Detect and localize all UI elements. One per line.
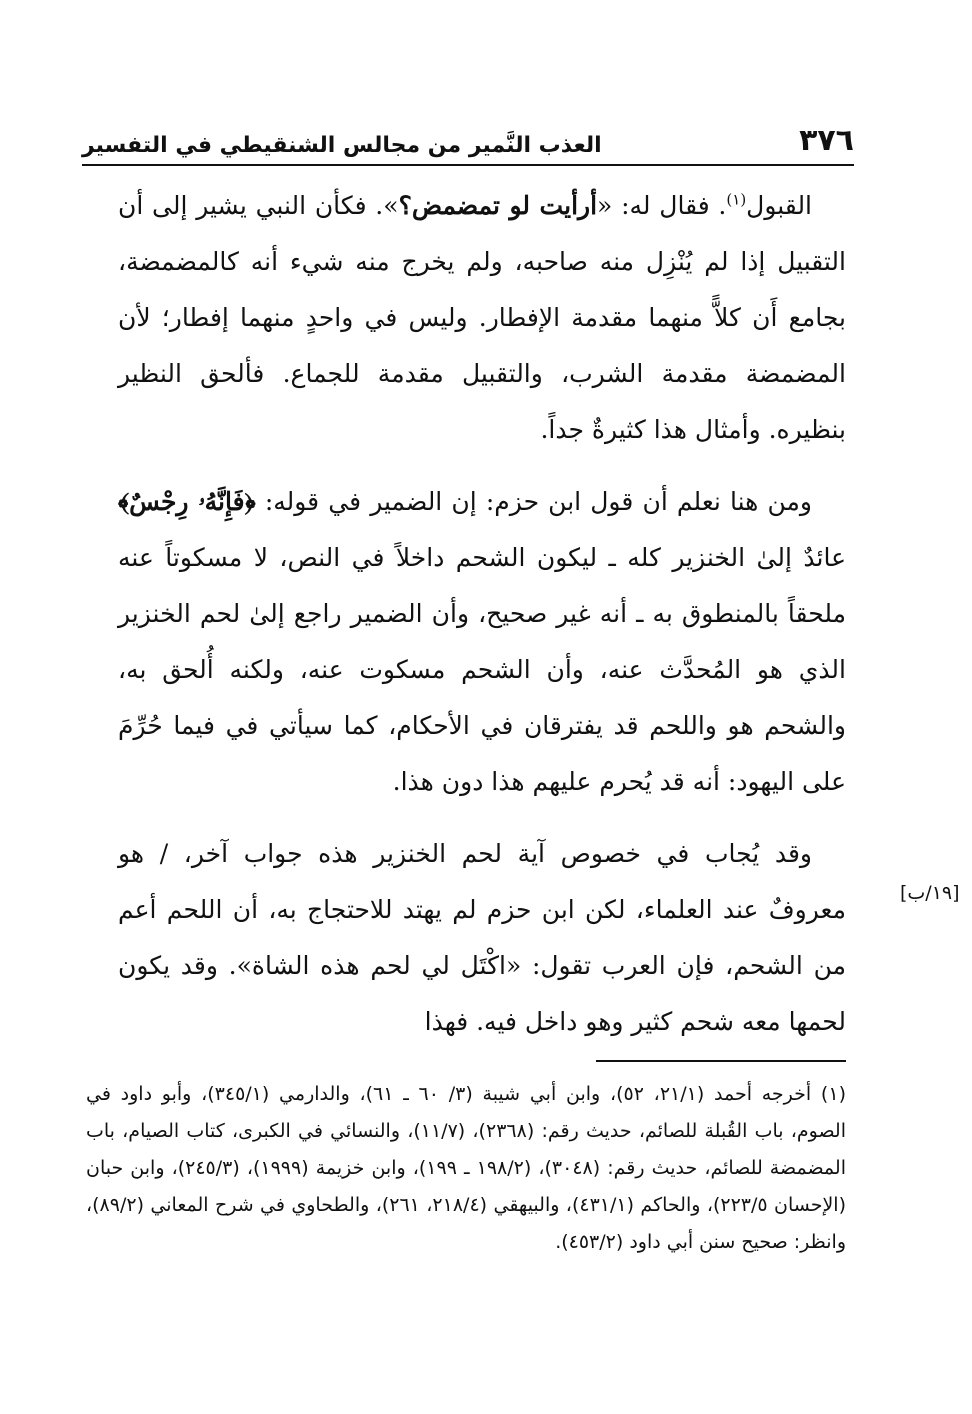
footnote-1: (١) أخرجه أحمد (٢١/١، ٥٢)، وابن أبي شيبة (٣/ ٦٠ ـ ٦١)، والدارمي (٣٤٥/١)، وأبو داود في الصوم، باب القُبلة للصائم، حديث رقم: (٢٣٦٨)، (١١/٧)، والنسائي في الكبرى، كتاب الصيام، باب المضمضة للصائم، حديث رقم: (٣٠٤٨)، (١٩٨/٢ ـ ١٩٩)، وابن خزيمة (١٩٩٩)، (٢٤٥/٣)، وابن حبان (الإحسان ٢٢٣/٥)، والحاكم (٤٣١/١)، والبيهقي (٢١٨/٤، ٢٦١)، والطحاوي في شرح المعاني (٨٩/٢)، وانظر: صحيح سنن أبي داود (٤٥٣/٢). [86, 1083, 847, 1253]
footnote-divider [596, 1060, 846, 1062]
footnote-reference: (١) [726, 190, 747, 209]
manuscript-folio-note: [١٩/ب] [900, 882, 960, 904]
page-number: ٣٧٦ [799, 123, 854, 158]
main-text [118, 178, 846, 1050]
paragraph-3: وقد يُجاب في خصوص آية لحم الخنزير هذه جواب آخر، / هو معروفٌ عند العلماء، لكن ابن حزم لم يهتد للاحتجاج به، أن اللحم أعم من الشحم، فإن العرب تقول: «اكْتَل لي لحم هذه الشاة». وقد يكون لحمها معه شحم كثير وهو داخل فيه. فهذا [118, 839, 846, 1036]
paragraph-1-rest: ». فكأن النبي يشير إلى أن التقبيل إذا لم يُنْزِل منه صاحبه، ولم يخرج منه شيء أنه كالمضمضة، بجامع أَن كلاًّ منهما مقدمة الإفطار. وليس في واحدٍ منهما إفطار؛ لأن المضمضة مقدمة الشرب، والتقبيل مقدمة للجماع. فألحق النظير بنظيره. وأمثال هذا كثيرةٌ جداً. [118, 191, 846, 444]
hadith-quote: أرأيت لو تمضمض؟ [398, 191, 598, 220]
page-header [82, 118, 854, 166]
paragraph-1 [118, 178, 846, 458]
running-title: العذب النَّمير من مجالس الشنقيطي في التفسير [82, 133, 602, 158]
paragraph-2-rest: عائدٌ إلىٰ الخنزير كله ـ ليكون الشحم داخلاً في النص، لا مسكوتاً عنه ملحقاً بالمنطوق به ـ أنه غير صحيح، وأن الضمير راجع إلىٰ لحم الخنزير الذي هو المُحدَّث عنه، وأن الشحم مسكوت عنه، ولكنه أُلحق به، والشحم هو واللحم قد يفترقان في الأحكام، كما سيأتي في فيما حُرِّمَ على اليهود: أنه قد يُحرم عليهم هذا دون هذا. [118, 543, 846, 796]
paragraph-1-start: القبول [746, 191, 813, 220]
paragraph-1-pre: . فقال له: « [597, 191, 727, 220]
footnotes [86, 1076, 846, 1261]
paragraph-2-pre: ومن هنا نعلم أن قول ابن حزم: إن الضمير في قوله: [255, 487, 813, 516]
quran-verse: ﴿فَإِنَّهُۥ رِجْسٌ﴾ [118, 487, 256, 516]
paragraph-2 [118, 474, 846, 810]
